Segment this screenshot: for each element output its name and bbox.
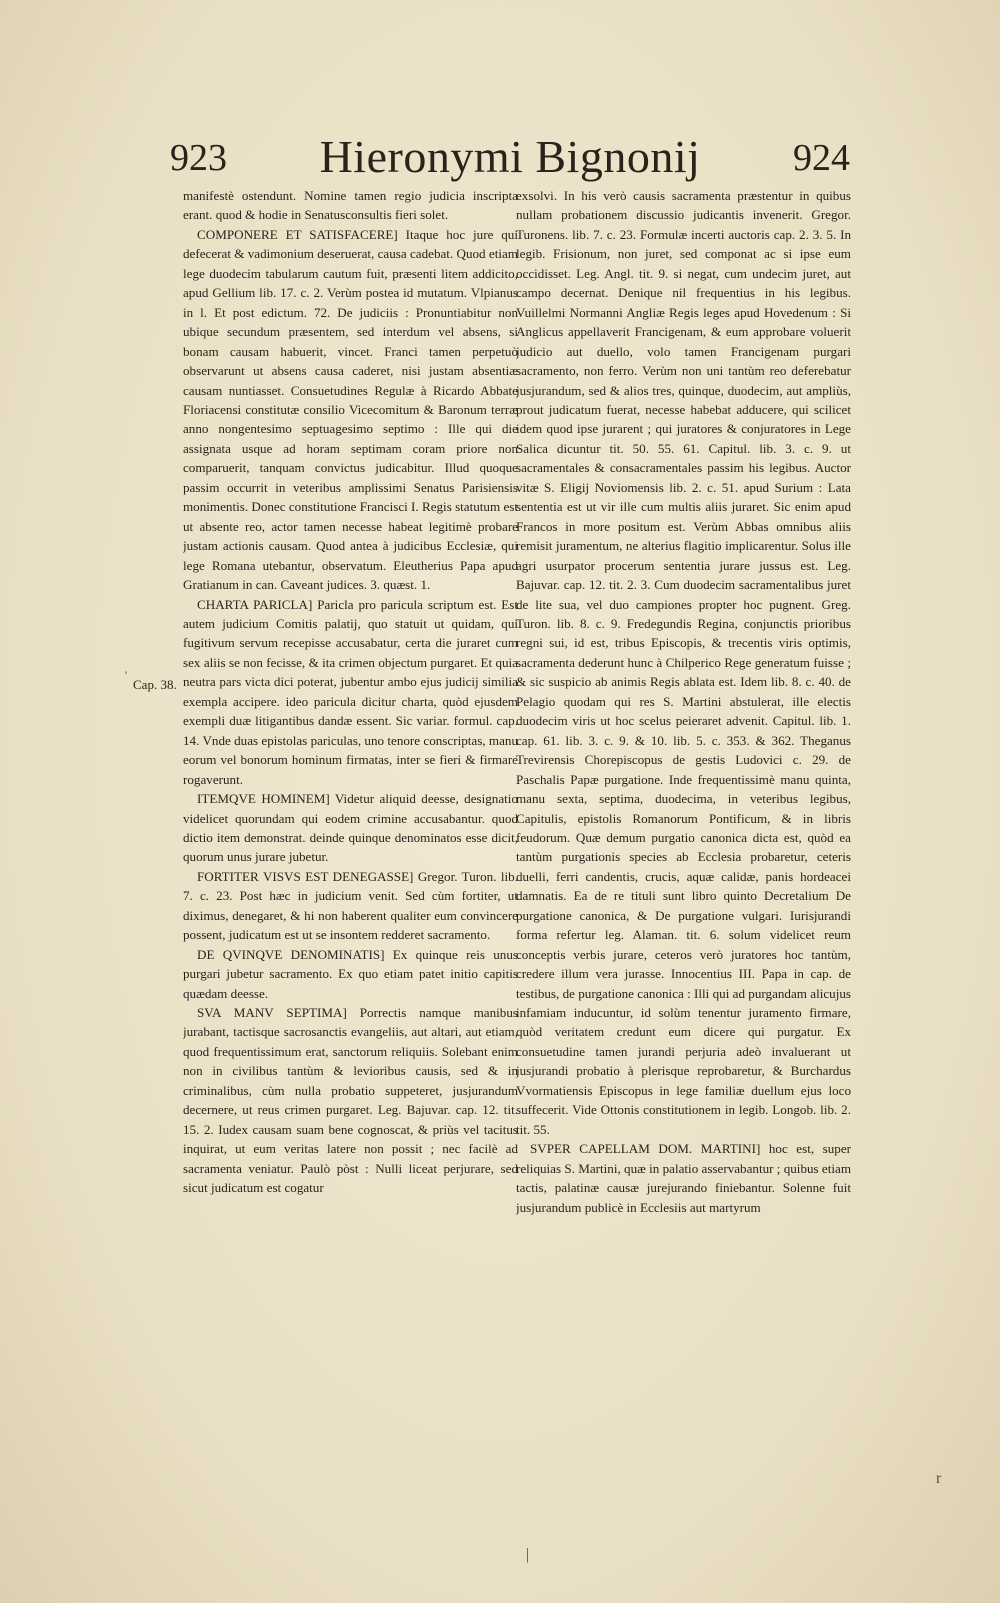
running-title: Hieronymi Bignonij [319, 131, 701, 182]
paragraph: FORTITER VISVS EST DENEGASSE] Gregor. Turon. lib. 7. c. 23. Post hæc in judicium venit. Sed cùm fortiter, ut diximus, denegaret, & hi non haberent qualiter eum convincere possent, judicatum est ut se insontem redderet sacramento. [183, 868, 518, 943]
right-page-number: 924 [793, 137, 850, 179]
right-text-column [516, 186, 851, 1296]
paragraph: CHARTA PARICLA] Paricla pro paricula scriptum est. Est autem judicium Comitis palatij, quo statuit ut quidam, qui fugitivum servum recepisse accusabatur, certa die juraret cum sex aliis se non fecisse, & ita crimen objectum purgaret. Et quia neutra pars victa dici poterat, jubentur ambo ejus judicij similia exempla accipere. ideo paricula dicitur charta, quòd ejusdem exempli duæ litigantibus dandæ essent. Sic variar. formul. cap. 14. Vnde duas epistolas pariculas, uno tenore conscriptas, manu eorum vel bonorum hominum firmatas, inter se fieri & firmare rogaverunt. [183, 596, 518, 787]
paragraph: DE QVINQVE DENOMINATIS] Ex quinque reis unus purgari jubetur sacramento. Ex quo etiam patet initio capitis quædam deesse. [183, 946, 518, 1001]
left-text-column [183, 186, 518, 1296]
paragraph: SVA MANV SEPTIMA] Porrectis namque manibus jurabant, tactisque sacrosanctis evangeliis, aut altari, aut etiam, quod frequentissimum erat, sanctorum reliquiis. Solebant enim non in civilibus tantùm & levioribus causis, sed & in criminalibus, cùm nulla probatio suppeteret, jusjurandum decernere, ut reus crimen purgaret. Leg. Bajuvar. cap. 12. tit. 15. 2. Iudex causam suam bene cognoscat, & priùs vel tacitus inquirat, ut eum veritas latere non possit ; nec facilè ad sacramenta veniatur. Paulò pòst : Nulli liceat perjurare, sed sicut judicatum est cogatur [183, 1005, 518, 1196]
left-page-number: 923 [170, 137, 227, 179]
paragraph: manifestè ostendunt. Nomine tamen regio judicia inscripta erant. quod & hodie in Senatusconsultis fieri solet. [183, 188, 518, 223]
paragraph: exsolvi. In his verò causis sacramenta præstentur in quibus nullam probationem discussio judicantis invenerit. Gregor. Turonens. lib. 7. c. 23. Formulæ incerti auctoris cap. 2. 3. 5. In legib. Frisionum, non juret, sed componat ac si ipse eum occidisset. Leg. Angl. tit. 9. si negat, cum undecim juret, aut campo decernat. Denique nil frequentius in his legibus. Vuillelmi Normanni Angliæ Regis leges apud Hovedenum : Si Anglicus appellaverit Francigenam, & eum approbare voluerit judicio aut duello, volo tamen Francigenam purgari sacramento, non ferro. Verùm non uni tantùm reo deferebatur jusjurandum, sed & alios tres, quinque, duodecim, aut ampliùs, prout judicatum fuerat, necesse habebat adducere, qui scilicet idem quod ipse jurarent ; qui juratores & conjuratores in Lege Salica dicuntur tit. 50. 55. 61. Capitul. lib. 3. c. 9. ut sacramentales & consacramentales passim his legibus. Auctor vitæ S. Eligij Noviomensis lib. 2. c. 51. apud Surium : Lata sententia est ut vir ille cum multis aliis juraret. Sic enim apud Francos in more positum est. Verùm Abbas omnibus aliis remisit juramentum, ne alterius flagitio implicarentur. Solus ille agri usurpator procerum sententia jurare jussus est. Leg. Bajuvar. cap. 12. tit. 2. 3. Cum duodecim sacramentalibus juret de lite sua, vel duo campiones propter hoc pugnent. Greg. Turon. lib. 8. c. 9. Fredegundis Regina, conjunctis prioribus regni sui, id est, tribus Episcopis, & trecentis viris optimis, sacramenta dederunt hunc à Chilperico Rege generatum fuisse ; & sic suspicio ab animis Regis ablata est. Idem lib. 8. c. 40. de Pelagio quodam qui res S. Martini abstulerat, ille electis duodecim viris ut hoc scelus peieraret advenit. Capitul. lib. 1. cap. 61. lib. 3. c. 9. & 10. lib. 5. c. 353. & 362. Theganus Trevirensis Chorepiscopus de gestis Ludovici c. 29. de Paschalis Papæ purgatione. Inde frequentissimè manu quinta, manu sexta, septima, duodecima, in veteribus legibus, Capitulis, epistolis Romanorum Pontificum, & in libris feudorum. Quæ demum purgatio canonica dicta est, quòd ea tantùm purgationis species ab Ecclesia probaretur, ceteris duelli, ferri candentis, crucis, aquæ calidæ, panis hordeacei damnatis. Ea de re tituli sunt libro quinto Decretalium De purgatione canonica, & De purgatione vulgari. Iurisjurandi forma refertur leg. Alaman. tit. 6. solum videlicet reum conceptis verbis jurare, ceteros verò juratores hoc tantùm, credere illum vera jurasse. Innocentius III. Papa in cap. de testibus, de purgatione canonica : Illi qui ad purgandam alicujus infamiam inducuntur, id solùm tenentur juramento firmare, quòd veritatem credunt eum dicere qui purgatur. Ex consuetudine tamen jurandi perjuria adeò invaluerant ut jusjurandi probatio à plerisque reprobaretur, & Burchardus Vvormatiensis Episcopus in lege familiæ duellum ejus loco suffecerit. Vide Ottonis constitutionem in legib. Longob. lib. 2. tit. 55. [516, 188, 851, 1137]
paragraph: SVPER CAPELLAM DOM. MARTINI] hoc est, super reliquias S. Martini, quæ in palatio asservabantur ; quibus etiam tactis, palatinæ causæ jurejurando finiebantur. Solenne fuit jusjurandum publicè in Ecclesiis aut martyrum [516, 1141, 851, 1215]
margin-mark: | [526, 1546, 530, 1563]
margin-chapter-note: Cap. 38. [133, 677, 177, 692]
paragraph: ITEMQVE HOMINEM] Videtur aliquid deesse, designatio videlicet quorundam qui eodem crimine accusabantur. quod dictio item demonstrat. deinde quinque denominatos esse dicit, quorum unus jurare jubetur. [183, 791, 518, 865]
margin-mark: ' [125, 668, 128, 682]
margin-mark: r [936, 1470, 942, 1487]
paragraph: COMPONERE ET SATISFACERE] Itaque hoc jure qui defecerat & vadimonium deseruerat, causa cadebat. Quod etiam lege duodecim tabularum cautum fuit, præsenti litem addicito, apud Gellium lib. 17. c. 2. Verùm postea id mutatum. Vlpianus in l. Et post edictum. 72. De judiciis : Pronuntiabitur non ubique secundum præsentem, sed interdum vel absens, si bonam causam habuerit, vincet. Franci tamen perpetuò observarunt ut absens causa caderet, nisi justam absentiæ causam nuntiasset. Consuetudines Regulæ à Ricardo Abbate Floriacensi constitutæ consilio Vicecomitum & Baronum terræ anno nongentesimo septuagesimo septimo : Ille qui die assignata usque ad horam septimam coram priore non comparuerit, tanquam convictus judicabitur. Illud quoque passim occurrit in veteribus amplissimi Senatus Parisiensis monimentis. Donec constitutione Francisci I. Regis statutum est ut absente reo, actor tamen necesse habeat legitimè probare justam actionis causam. Quod antea à judicibus Ecclesiæ, qui lege Romana utebantur, observatum. Eleutherius Papa apud Gratianum in can. Caveant judices. 3. quæst. 1. [183, 226, 518, 593]
page-header [170, 130, 850, 182]
